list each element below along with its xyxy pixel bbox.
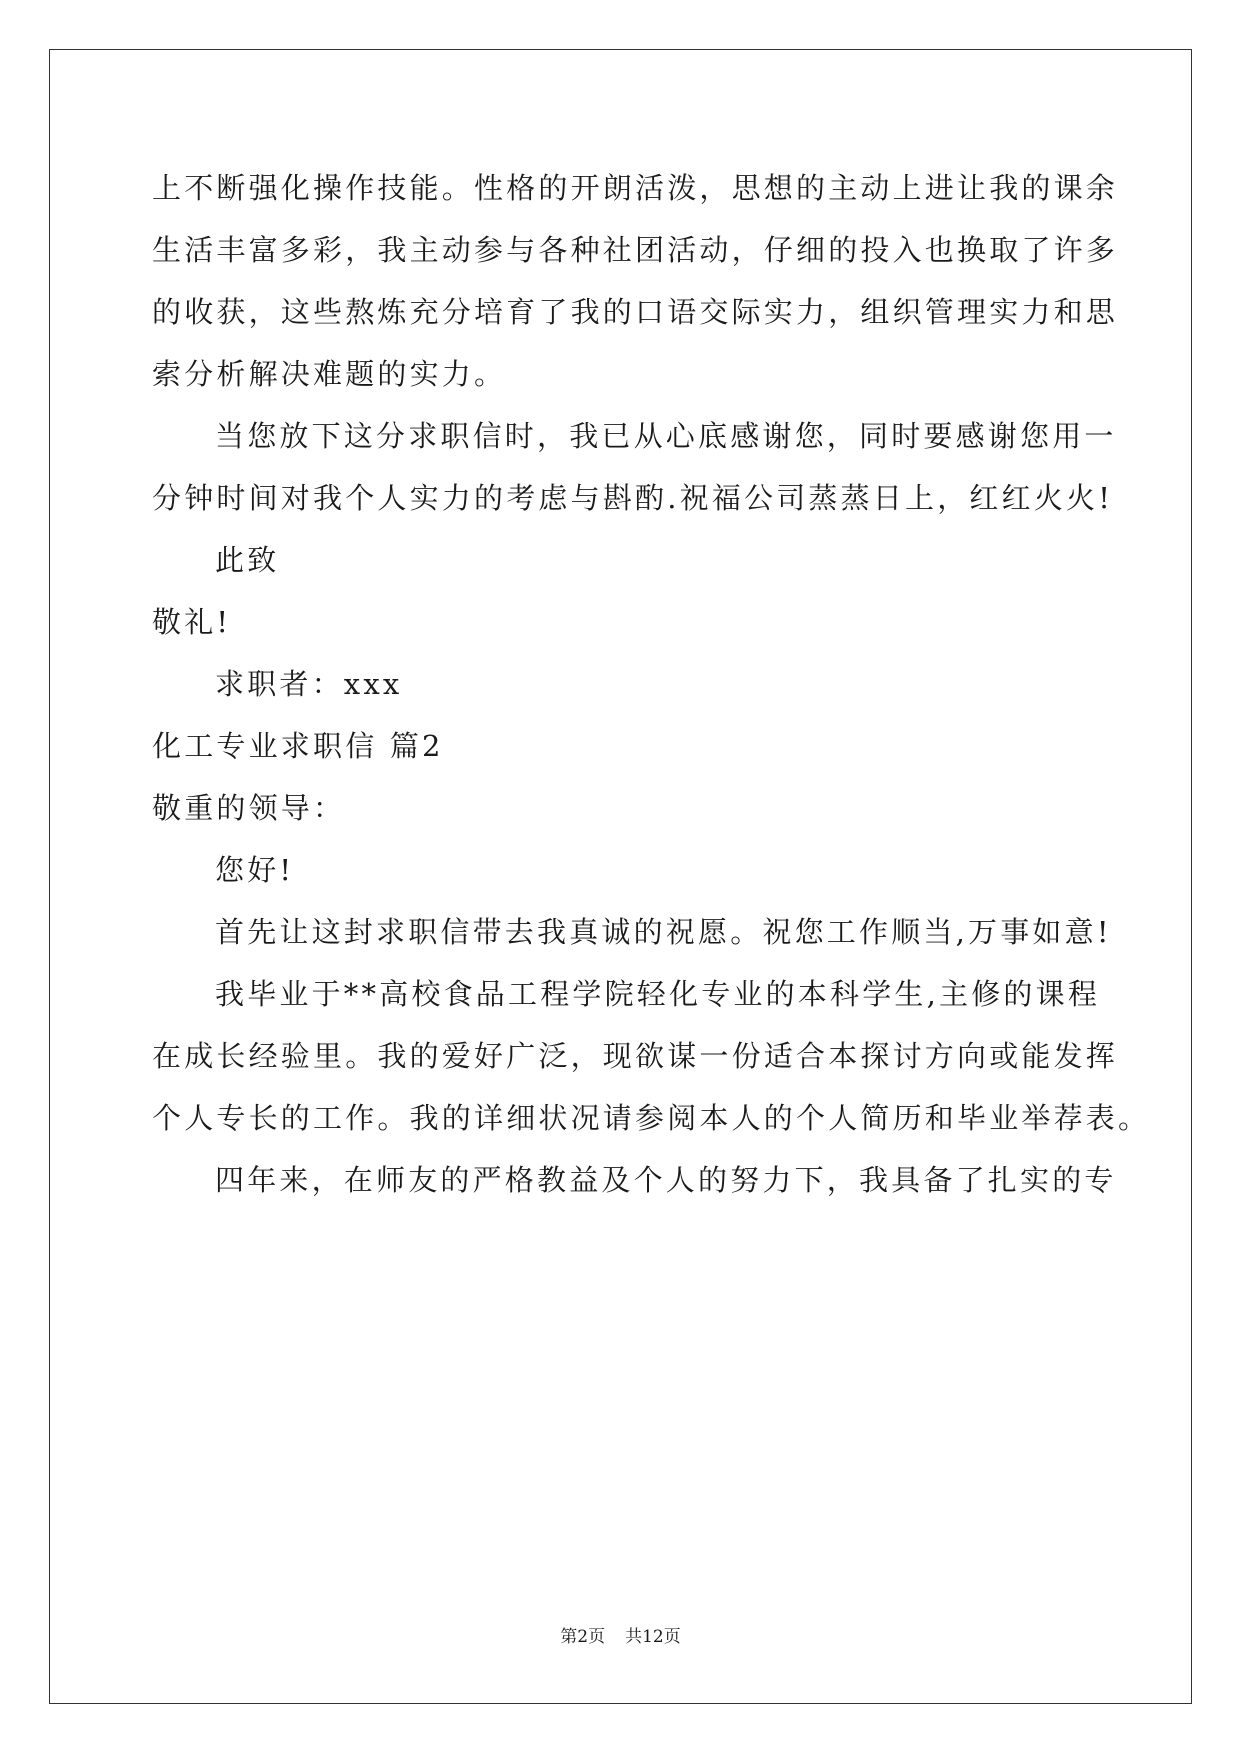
paragraph-line: 的收获，这些熬炼充分培育了我的口语交际实力，组织管理实力和思 <box>152 295 1119 329</box>
page-total: 共12页 <box>625 1627 681 1647</box>
paragraph-line: 索分析解决难题的实力。 <box>152 357 507 391</box>
paragraph-line: 我毕业于**高校食品工程学院轻化专业的本科学生,主修的课程 <box>215 977 1101 1011</box>
signature-line: 求职者：xxx <box>215 667 403 701</box>
section-heading: 化工专业求职信 篇2 <box>152 729 444 763</box>
paragraph-line: 个人专长的工作。我的详细状况请参阅本人的个人简历和毕业举荐表。 <box>152 1101 1151 1135</box>
paragraph-line: 生活丰富多彩，我主动参与各种社团活动，仔细的投入也换取了许多 <box>152 233 1119 267</box>
paragraph-line: 当您放下这分求职信时，我已从心底感谢您，同时要感谢您用一 <box>215 419 1117 453</box>
greeting: 您好! <box>215 853 295 887</box>
page-footer <box>0 1622 1241 1647</box>
paragraph-line: 在成长经验里。我的爱好广泛，现欲谋一份适合本探讨方向或能发挥 <box>152 1039 1119 1073</box>
closing-phrase: 此致 <box>215 543 280 577</box>
salutation: 敬重的领导： <box>152 791 346 825</box>
paragraph-line: 上不断强化操作技能。性格的开朗活泼，思想的主动上进让我的课余 <box>152 171 1119 205</box>
paragraph-line: 首先让这封求职信带去我真诚的祝愿。祝您工作顺当,万事如意! <box>215 915 1112 949</box>
closing-salute: 敬礼! <box>152 605 232 639</box>
paragraph-line: 分钟时间对我个人实力的考虑与斟酌.祝福公司蒸蒸日上，红红火火! <box>152 481 1114 515</box>
paragraph-line: 四年来，在师友的严格教益及个人的努力下，我具备了扎实的专 <box>215 1163 1117 1197</box>
page-number: 第2页 <box>560 1627 606 1647</box>
